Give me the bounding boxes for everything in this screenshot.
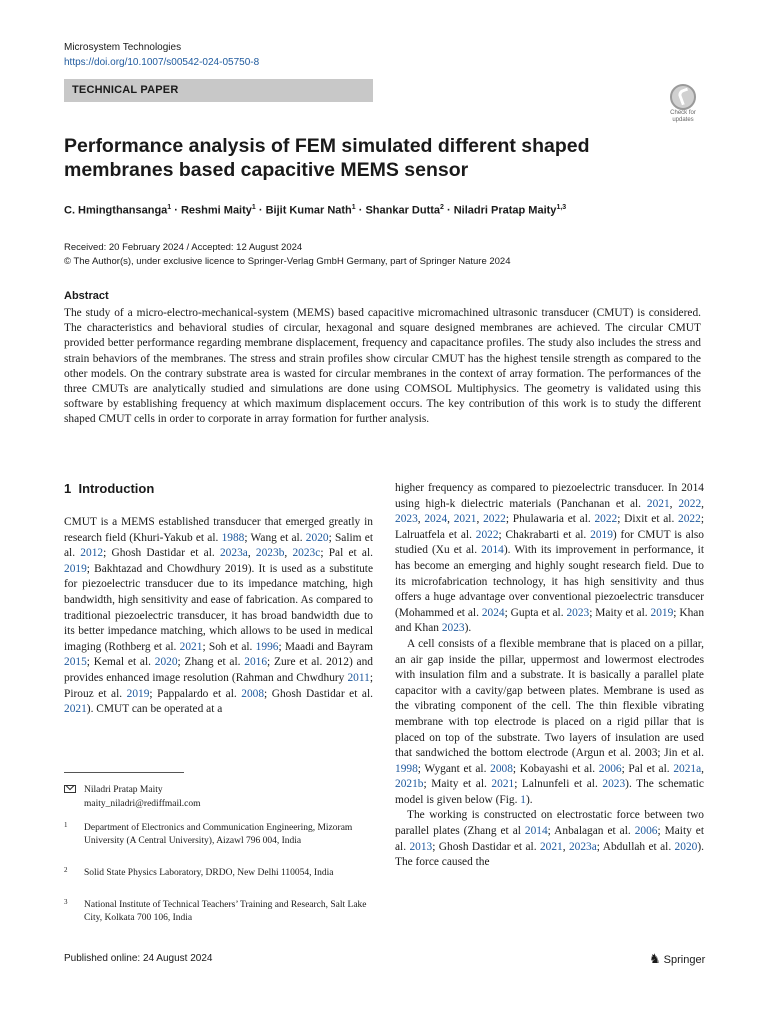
body-text: ). [526,793,533,806]
citation-link[interactable]: 1998 [395,762,418,775]
corresponding-email[interactable]: maity_niladri@rediffmail.com [84,799,201,809]
citation-link[interactable]: 2021 [453,513,477,526]
citation-link[interactable]: 2016 [244,656,268,669]
article-dates [64,241,511,269]
body-text: , [701,497,704,510]
author-name[interactable]: Bijit Kumar Nath [265,204,352,217]
citation-link[interactable]: 2024 [481,606,505,619]
author-name[interactable]: Niladri Pratap Maity [453,204,557,217]
affiliation-text: Department of Electronics and Communication Engineering, Mizoram University (A Central University), Aizawl 796 004, India [84,823,353,847]
body-text: ; Maity et al. [395,825,704,853]
doi-link[interactable]: https://doi.org/10.1007/s00542-024-05750-8 [64,57,260,68]
body-text: ; Maadi and Bayram [278,640,374,653]
body-text: ; Ghosh Dastidar et al. [432,840,540,853]
citation-link[interactable]: 2024 [424,513,448,526]
section-number: 1 [64,481,72,496]
citation-link[interactable]: 2012 [80,547,104,560]
citation-link[interactable]: 1996 [255,640,279,653]
citation-link[interactable]: 2011 [347,671,370,684]
citation-link[interactable]: 2021 [64,703,87,716]
citation-link[interactable]: 2023b [255,547,285,560]
citation-link[interactable]: 2021a [673,762,702,775]
body-text: ). CMUT can be operated at a [86,703,223,716]
body-text: CMUT is a MEMS established transducer that emerged greatly in research field (Khuri-Yakub et al. [64,516,373,544]
body-text: ; Ghosh Dastidar et al. [264,687,373,700]
author-affiliation-marker: 1 [351,204,356,211]
author-name[interactable]: Reshmi Maity [180,204,252,217]
citation-link[interactable]: 2023c [292,547,321,560]
body-text: , [562,840,569,853]
check-for-updates-icon [670,84,696,110]
body-text: , [669,497,679,510]
citation-link[interactable]: 1 [520,793,526,806]
body-text: higher frequency as compared to piezoelectric transducer. In 2014 using high-k dielectric materials (Panchanan et al. [395,482,704,510]
body-text: ; Zure et al. 2012) and provides enhanced image resolution (Rahman and Chwdhury [64,656,373,684]
body-text: ; Wang et al. [244,531,306,544]
springer-horse-icon: ♞ [649,951,661,966]
body-text: ; Zhang et al. [177,656,245,669]
citation-link[interactable]: 2019 [650,606,674,619]
article-type-banner: TECHNICAL PAPER [64,79,373,102]
citation-link[interactable]: 2020 [154,656,178,669]
citation-link[interactable]: 2015 [64,656,87,669]
citation-link[interactable]: 2019 [590,528,613,541]
citation-link[interactable]: 2023 [441,622,465,635]
affiliation-text: Solid State Physics Laboratory, DRDO, New Delhi 110054, India [84,868,334,878]
body-text: ; Ghosh Dastidar et al. [103,547,220,560]
body-text: ; Pappalardo et al. [149,687,242,700]
citation-link[interactable]: 2022 [475,528,499,541]
abstract-text: The study of a micro-electro-mechanical-system (MEMS) based capacitive micromachined ultrasonic transducer (CMUT) is considered. The characteristics and behavioral studies of circular, hexagonal and square designed membranes are achieved. The circular CMUT provided better performance regarding membrane displacement, frequency and capacitance profiles. The study also includes the stress and strain behaviors of the membranes. The stress and strain profiles show circular CMUT has the highest tensile strength as compared to the other models. On the contrary substrate area is wasted for circular membranes in the context of array formation. The performances of the three CMUTs are analytically studied and simulations are done using COMSOL Multiphysics. The geometry is validated using this software by establishing frequency at which maximum displacement occurs. The key contribution of this work is to study the different shaped CMUT cells in order to corporate in array formation for further analysis. [64,307,701,426]
citation-link[interactable]: 2008 [241,687,265,700]
citation-link[interactable]: 2022 [594,513,618,526]
affiliation-number: 3 [64,898,68,906]
affiliation-2 [64,867,374,880]
journal-name: Microsystem Technologies [64,42,182,53]
body-text: A cell consists of a flexible membrane that is placed on a pillar, an air gap inside the pillar, uppermost and lowermost electrodes with insulation film and a substrate. It is basically a parallel plate capacitor with a cavity/gap between plates. Membrane is used as the vibrating component of the cell. The thin flexible vibrating membrane with top electrode is placed on a rigid pillar that is placed on top of the substrate. Two layers of insulation are used that sandwiched the bottom electrode (Argun et al. 2003; Jin et al. [395,637,704,760]
author-name[interactable]: C. Hmingthansanga [64,204,168,217]
body-text: ). [464,622,472,635]
body-text: ; Wygant et al. [417,762,491,775]
author-list [64,204,724,217]
copyright-notice: © The Author(s), under exclusive licence to Springer-Verlag GmbH Germany, part of Springer Nature 2024 [64,256,511,267]
check-for-updates-line2: updates [672,117,694,123]
body-text: ; Maity et al. [423,778,492,791]
body-text: ; Gupta et al. [504,606,567,619]
affiliation-3 [64,899,374,925]
author-separator: · [171,204,181,217]
citation-link[interactable]: 2013 [409,840,433,853]
check-for-updates-badge[interactable] [664,84,702,124]
citation-link[interactable]: 2019 [126,687,150,700]
body-text: , [247,547,256,560]
body-text: ; Abdullah et al. [596,840,675,853]
author-separator: · [355,204,366,217]
body-text: ; Kemal et al. [86,656,155,669]
citation-link[interactable]: 2023 [395,513,418,526]
body-text: ; Bakhtazad and Chowdhury 2019). It is used as a substitute for piezoelectric transducer due to its impedance matching, high bandwidth, high sensitivity and ease of fabrication. As compared to traditional piezoelectric transducer, it has broad bandwidth due to its better impedance matching, which allows to be used in medical imaging (Rothberg et al. [64,562,373,653]
body-text: ). The schematic model is given below (Fig. [395,778,704,806]
citation-link[interactable]: 2023a [568,840,597,853]
body-text: ; Kobayashi et al. [512,762,599,775]
author-affiliation-marker: 1 [251,204,256,211]
intro-paragraph [395,808,704,870]
intro-right-column [395,481,704,871]
citation-link[interactable]: 2023 [566,606,590,619]
body-text: ; Pirouz et al. [64,671,373,700]
body-text: ). With its improvement in performance, it has become an emerging and highly sought research field. Due to its microfabrication technology, it has high sensitivity and thus offers a huge advantage over conventional piezoelectric transducer (Mohammed et al. [395,544,704,619]
body-text: The working is constructed on electrostatic force between two parallel plates (Zhang et al [395,809,704,838]
body-text: ; Salim et al. [64,531,373,560]
corresponding-author: Niladri Pratap Maity [84,785,163,795]
intro-paragraph [395,637,704,809]
citation-link[interactable]: 2020 [305,531,329,544]
citation-link[interactable]: 2021b [395,778,424,791]
body-text: ; Lalnunfeli et al. [514,778,603,791]
intro-left-column [64,515,373,718]
citation-link[interactable]: 2021 [539,840,563,853]
paper-title: Performance analysis of FEM simulated different shaped membranes based capacitive MEMS sensor [64,135,590,181]
affiliation-1 [64,822,374,848]
check-for-updates-line1: Check for [670,110,696,116]
citation-link[interactable]: 2019 [64,562,87,575]
body-text: , [476,513,484,526]
citation-link[interactable]: 2006 [634,825,658,838]
body-text: , [417,513,425,526]
publisher-name: Springer [663,954,706,966]
citation-link[interactable]: 2014 [524,825,548,838]
citation-link[interactable]: 2008 [490,762,513,775]
citation-link[interactable]: 2022 [678,513,701,526]
body-text: ; Pal et al. [621,762,674,775]
citation-link[interactable]: 2006 [598,762,622,775]
affiliation-number: 2 [64,866,68,874]
published-date: Published online: 24 August 2024 [64,953,213,964]
body-text: ) for CMUT is also studied (Xu et al. [395,528,704,557]
body-text: , [284,547,293,560]
correspondence [64,783,200,811]
body-text: ; Pal et al. [320,547,373,560]
publisher-logo [649,951,705,967]
body-text: ; Lalruatfela et al. [395,513,704,541]
body-text: ; Anbalagan et al. [547,825,635,838]
citation-link[interactable]: 2023a [219,547,248,560]
envelope-icon [64,785,76,793]
intro-paragraph [395,481,704,637]
journal-header [64,40,259,70]
body-text: ; Phulawaria et al. [505,513,595,526]
citation-link[interactable]: 2020 [674,840,698,853]
citation-link[interactable]: 2021 [179,640,203,653]
body-text: ). The force caused the [395,840,704,869]
citation-link[interactable]: 2022 [483,513,506,526]
citation-link[interactable]: 2021 [491,778,515,791]
citation-link[interactable]: 1988 [221,531,245,544]
intro-paragraph [64,515,373,718]
citation-link[interactable]: 2023 [602,778,626,791]
body-text: ; Dixit et al. [617,513,679,526]
body-text: ; Soh et al. [202,640,256,653]
section-heading [64,481,154,496]
affiliation-number: 1 [64,821,68,829]
author-affiliation-marker: 2 [440,204,444,211]
author-name[interactable]: Shankar Dutta [365,204,441,217]
body-text: ; Maity et al. [589,606,651,619]
author-separator: · [443,204,454,217]
section-title: Introduction [78,481,155,496]
received-accepted: Received: 20 February 2024 / Accepted: 12 August 2024 [64,242,303,253]
citation-link[interactable]: 2021 [646,497,670,510]
body-text: ; Khan and Khan [395,606,705,635]
author-separator: · [255,204,266,217]
body-text: , [701,762,705,775]
author-affiliation-marker: 1 [167,204,172,211]
abstract-heading: Abstract [64,290,109,302]
citation-link[interactable]: 2014 [481,544,504,557]
body-text: ; Chakrabarti et al. [498,528,591,541]
affiliation-text: National Institute of Technical Teachers’ Training and Research, Salt Lake City, Kolkata 700 106, India [84,900,367,924]
footnote-divider [64,772,184,773]
citation-link[interactable]: 2022 [678,497,702,510]
author-affiliation-marker: 1,3 [556,204,567,211]
body-text: , [447,513,454,526]
